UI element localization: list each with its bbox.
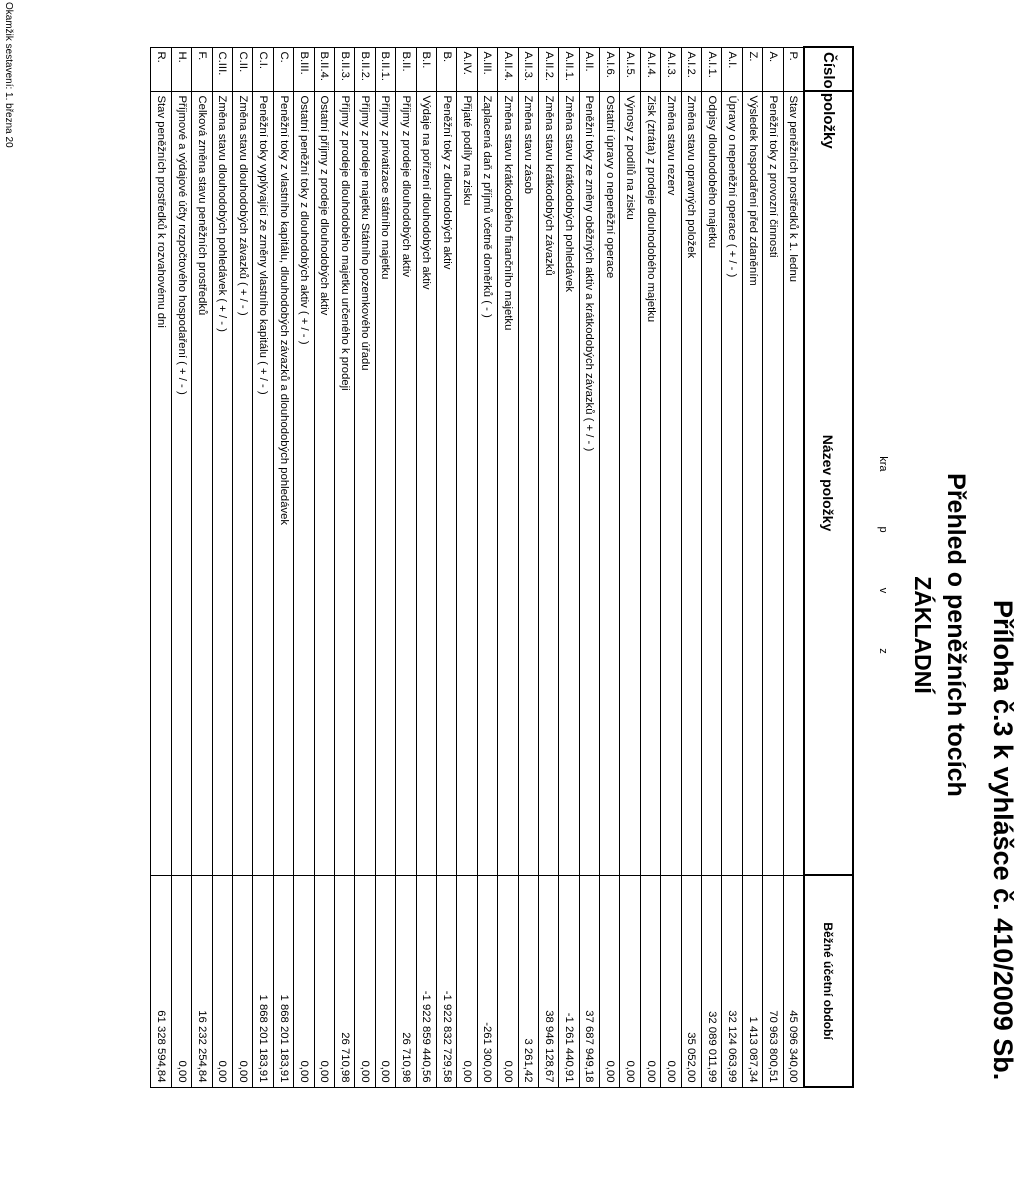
table-row <box>396 47 416 1087</box>
row-value: -1 922 832 729,58 <box>436 875 456 1087</box>
row-code: B.II.2. <box>355 47 375 91</box>
table-row <box>151 47 171 1087</box>
row-code: A.II. <box>579 47 599 91</box>
row-name: Příjmy z prodeje majetku Státního pozemkového úřadu <box>355 91 375 875</box>
row-name: Přijaté podíly na zisku <box>457 91 477 875</box>
fragment-text: z <box>877 648 889 654</box>
row-code: B.II.3. <box>335 47 355 91</box>
row-value: 38 946 128,67 <box>538 875 558 1087</box>
row-value: 0,00 <box>294 875 314 1087</box>
row-value: 0,00 <box>661 875 681 1087</box>
row-code: A.II.3. <box>518 47 538 91</box>
row-code: C.I. <box>253 47 273 91</box>
row-name: Změna stavu krátkodobého finančního majetku <box>498 91 518 875</box>
row-code: B.III. <box>294 47 314 91</box>
table-row <box>294 47 314 1087</box>
row-value: 32 124 063,99 <box>722 875 742 1087</box>
row-name: Peněžní toky z provozní činnosti <box>763 91 783 875</box>
footer-label: Okamžik sestavení: <box>3 2 14 90</box>
table-row <box>722 47 742 1087</box>
row-code: B.II.4. <box>314 47 334 91</box>
row-value: 35 052,00 <box>681 875 701 1087</box>
row-name: Peněžní toky z vlastního kapitálu, dlouhodobých závazků a dlouhodobých pohledávek <box>273 91 293 875</box>
row-name: Zaplacená daň z příjmů včetně doměrků ( - ) <box>477 91 497 875</box>
row-value: 3 261,42 <box>518 875 538 1087</box>
table-row <box>640 47 660 1087</box>
table-row <box>702 47 722 1087</box>
row-name: Celková změna stavu peněžních prostředků <box>192 91 212 875</box>
table-row <box>192 47 212 1087</box>
table-row <box>233 47 253 1087</box>
row-value: 0,00 <box>375 875 395 1087</box>
row-name: Odpisy dlouhodobého majetku <box>702 91 722 875</box>
table-row <box>335 47 355 1087</box>
row-value: -261 300,00 <box>477 875 497 1087</box>
row-code: A.II.1. <box>559 47 579 91</box>
table-row <box>436 47 456 1087</box>
row-name: Příjmy z prodeje dlouhodobého majetku určeného k prodeji <box>335 91 355 875</box>
row-value: 0,00 <box>457 875 477 1087</box>
header-item-name: Název položky <box>804 91 853 875</box>
row-name: Změna stavu zásob <box>518 91 538 875</box>
report-title: Přehled o peněžních tocích <box>942 473 970 797</box>
row-value: 32 089 011,99 <box>702 875 722 1087</box>
row-name: Stav peněžních prostředků k 1. lednu <box>783 91 804 875</box>
table-row <box>273 47 293 1087</box>
row-code: A.I.4. <box>640 47 660 91</box>
row-code: C.II. <box>233 47 253 91</box>
row-name: Peněžní toky ze změny oběžných aktiv a krátkodobých závazků ( + / - ) <box>579 91 599 875</box>
row-value: 26 710,98 <box>396 875 416 1087</box>
table-body <box>151 47 804 1087</box>
row-name: Změna stavu dlouhodobých závazků ( + / - ) <box>233 91 253 875</box>
cash-flow-table <box>151 46 855 1088</box>
table-row <box>742 47 762 1087</box>
faded-header-fragments <box>877 0 889 1110</box>
table-row <box>375 47 395 1087</box>
row-code: A. <box>763 47 783 91</box>
row-name: Peněžní toky z dlouhodobých aktiv <box>436 91 456 875</box>
table-row <box>457 47 477 1087</box>
fragment-text: p <box>877 526 889 533</box>
table-row <box>253 47 273 1087</box>
row-name: Změna stavu opravných položek <box>681 91 701 875</box>
row-value: 0,00 <box>620 875 640 1087</box>
row-value: 0,00 <box>314 875 334 1087</box>
table-row <box>620 47 640 1087</box>
table-row <box>314 47 334 1087</box>
row-value: 0,00 <box>498 875 518 1087</box>
table-row <box>783 47 804 1087</box>
table-header-row <box>804 47 853 1087</box>
row-value: 26 710,98 <box>335 875 355 1087</box>
fragment-text: v <box>877 587 889 594</box>
table-row <box>477 47 497 1087</box>
row-code: A.I.1. <box>702 47 722 91</box>
row-name: Změna stavu krátkodobých závazků <box>538 91 558 875</box>
table-row <box>498 47 518 1087</box>
table-row <box>681 47 701 1087</box>
row-name: Výnosy z podílů na zisku <box>620 91 640 875</box>
row-code: C. <box>273 47 293 91</box>
row-code: A.III. <box>477 47 497 91</box>
table-row <box>559 47 579 1087</box>
row-name: Ostatní peněžní toky z dlouhodobých aktiv ( + / - ) <box>294 91 314 875</box>
row-value: 0,00 <box>212 875 232 1087</box>
row-name: Peněžní toky vyplývající ze změny vlastního kapitálu ( + / - ) <box>253 91 273 875</box>
row-code: R. <box>151 47 171 91</box>
report-variant: ZÁKLADNÍ <box>910 576 936 694</box>
row-code: A.II.2. <box>538 47 558 91</box>
row-name: Změna stavu dlouhodobých pohledávek ( + / - ) <box>212 91 232 875</box>
row-code: B.II.1. <box>375 47 395 91</box>
row-name: Ostatní příjmy z prodeje dlouhodobých aktiv <box>314 91 334 875</box>
row-code: A.I.6. <box>600 47 620 91</box>
row-name: Příjmové a výdajové účty rozpočtového hospodaření ( + / - ) <box>171 91 191 875</box>
row-value: 0,00 <box>600 875 620 1087</box>
row-code: A.I.3. <box>661 47 681 91</box>
attachment-title: Příloha č.3 k vyhlášce č. 410/2009 Sb. <box>988 600 1018 1081</box>
table-row <box>212 47 232 1087</box>
header-item-number: Číslo položky <box>804 47 853 91</box>
table-row <box>579 47 599 1087</box>
table-row <box>171 47 191 1087</box>
row-name: Stav peněžních prostředků k rozvahovému dni <box>151 91 171 875</box>
row-value: 37 687 949,18 <box>579 875 599 1087</box>
row-code: B. <box>436 47 456 91</box>
row-code: B.II. <box>396 47 416 91</box>
row-value: 16 232 254,84 <box>192 875 212 1087</box>
row-value: -1 922 859 440,56 <box>416 875 436 1087</box>
row-value: 0,00 <box>171 875 191 1087</box>
row-value: 0,00 <box>640 875 660 1087</box>
table-row <box>538 47 558 1087</box>
row-name: Zisk (ztráta) z prodeje dlouhodobého majetku <box>640 91 660 875</box>
row-value: 70 963 800,51 <box>763 875 783 1087</box>
row-name: Změna stavu rezerv <box>661 91 681 875</box>
row-value: 61 328 594,84 <box>151 875 171 1087</box>
row-name: Změna stavu krátkodobých pohledávek <box>559 91 579 875</box>
row-name: Příjmy z prodeje dlouhodobých aktiv <box>396 91 416 875</box>
row-name: Výsledek hospodaření před zdaněním <box>742 91 762 875</box>
fragment-text: kra <box>877 456 889 472</box>
row-code: P. <box>783 47 804 91</box>
row-code: B.I. <box>416 47 436 91</box>
row-name: Ostatní úpravy o nepeněžní operace <box>600 91 620 875</box>
table-row <box>518 47 538 1087</box>
row-value: 0,00 <box>355 875 375 1087</box>
table-row <box>416 47 436 1087</box>
row-code: Z. <box>742 47 762 91</box>
row-code: A.II.4. <box>498 47 518 91</box>
footer-date: 1. března 20 <box>3 92 14 148</box>
row-code: A.I. <box>722 47 742 91</box>
table-row <box>600 47 620 1087</box>
table-row <box>661 47 681 1087</box>
table-row <box>763 47 783 1087</box>
row-code: A.I.2. <box>681 47 701 91</box>
row-code: A.IV. <box>457 47 477 91</box>
row-value: 1 868 201 183,91 <box>273 875 293 1087</box>
row-code: A.I.5. <box>620 47 640 91</box>
row-value: 0,00 <box>233 875 253 1087</box>
row-name: Příjmy z privatizace státního majetku <box>375 91 395 875</box>
row-code: C.III. <box>212 47 232 91</box>
row-name: Výdaje na pořízení dlouhodobých aktiv <box>416 91 436 875</box>
row-value: 45 096 340,00 <box>783 875 804 1087</box>
row-value: 1 868 201 183,91 <box>253 875 273 1087</box>
row-code: F. <box>192 47 212 91</box>
row-value: -1 261 440,91 <box>559 875 579 1087</box>
row-code: H. <box>171 47 191 91</box>
compilation-footer <box>3 2 14 148</box>
table-row <box>355 47 375 1087</box>
row-name: Úpravy o nepeněžní operace ( + / - ) <box>722 91 742 875</box>
header-current-period: Běžné účetní období <box>804 875 853 1087</box>
row-value: 1 413 087,34 <box>742 875 762 1087</box>
